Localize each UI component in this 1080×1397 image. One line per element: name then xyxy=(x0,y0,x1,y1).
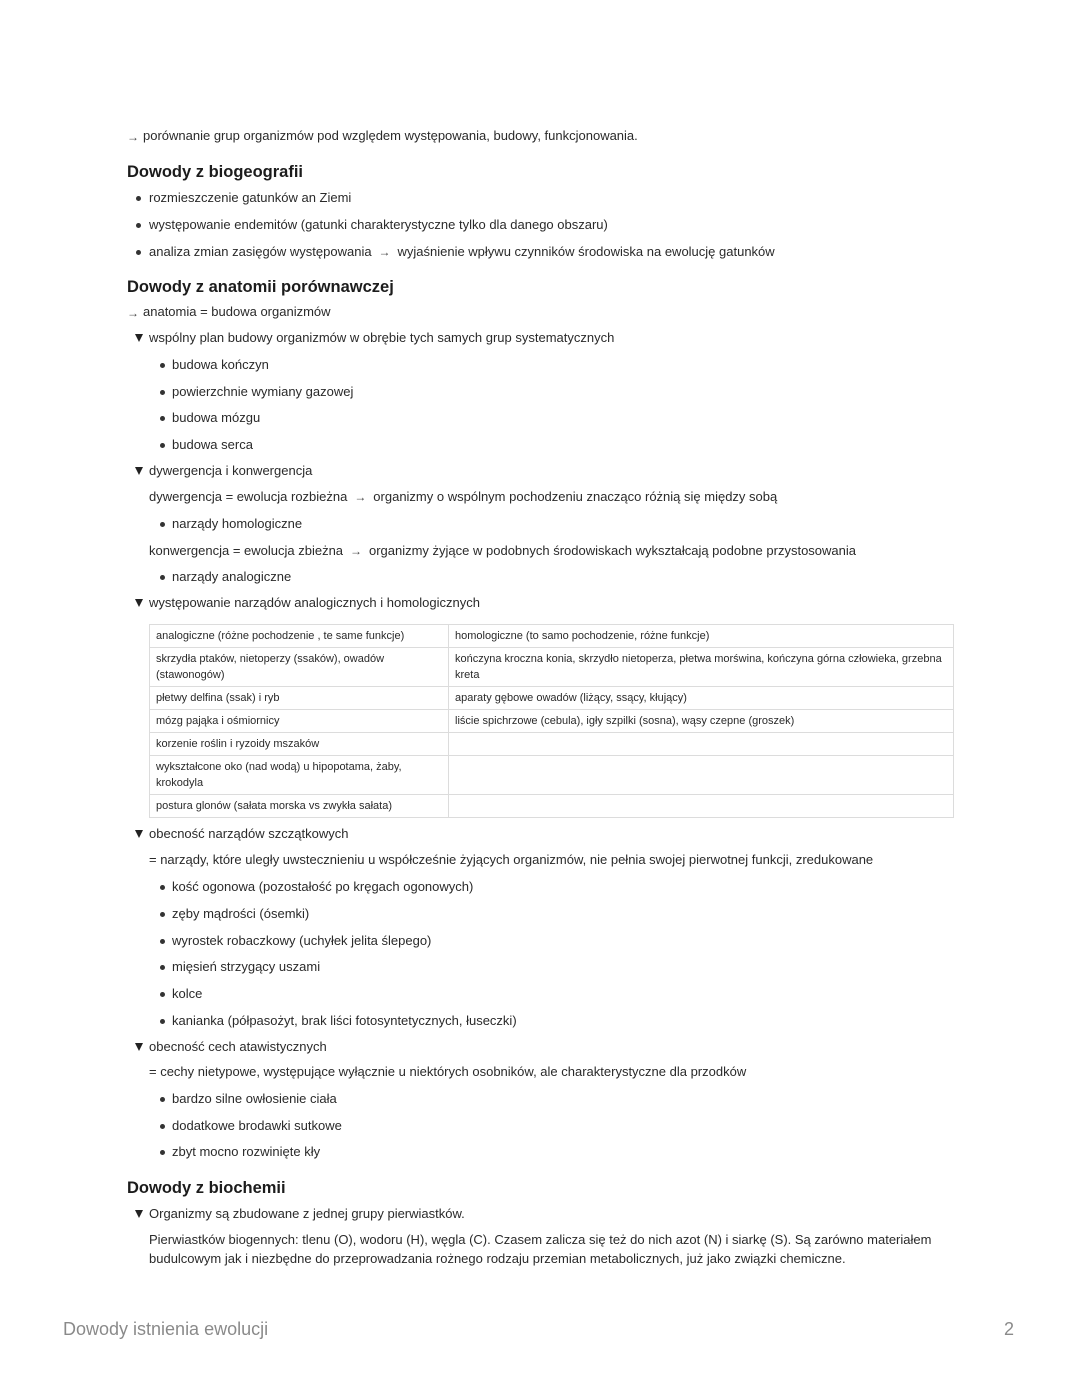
arrow-icon: → xyxy=(127,306,139,320)
toggle-triangle-icon[interactable] xyxy=(135,1210,143,1218)
list-item: budowa serca xyxy=(172,437,253,452)
toggle-divergence[interactable]: dywergencja i konwergencja xyxy=(149,463,313,478)
bullet-icon xyxy=(160,363,165,368)
heading-biochemistry: Dowody z biochemii xyxy=(127,1179,286,1197)
table-row xyxy=(150,687,954,710)
arrow-icon: → xyxy=(375,245,394,259)
toggle-vestigial[interactable]: obecność narządów szczątkowych xyxy=(149,826,349,841)
list-item: bardzo silne owłosienie ciała xyxy=(172,1091,337,1106)
bullet-icon xyxy=(160,1019,165,1024)
bullet-icon xyxy=(160,912,165,917)
table-cell: wykształcone oko (nad wodą) u hipopotama, żaby, krokodyla xyxy=(150,756,449,795)
list-item: rozmieszczenie gatunków an Ziemi xyxy=(149,190,352,205)
organs-table xyxy=(149,624,954,818)
list-item: zęby mądrości (ósemki) xyxy=(172,906,310,921)
divergence-explanation: organizmy o wspólnym pochodzeniu znacząco różnią się między sobą xyxy=(373,489,778,504)
bullet-icon xyxy=(160,939,165,944)
table-cell: aparaty gębowe owadów (liżący, ssący, kłujący) xyxy=(449,687,954,710)
list-item: dodatkowe brodawki sutkowe xyxy=(172,1118,342,1133)
bullet-icon xyxy=(160,1150,165,1155)
footer-title: Dowody istnienia ewolucji xyxy=(63,1319,269,1339)
heading-anatomy: Dowody z anatomii porównawczej xyxy=(127,278,394,296)
list-item: budowa kończyn xyxy=(172,357,269,372)
toggle-common-plan[interactable]: wspólny plan budowy organizmów w obrębie tych samych grup systematycznych xyxy=(149,330,615,345)
table-row xyxy=(150,710,954,733)
list-item: budowa mózgu xyxy=(172,410,261,425)
table-cell xyxy=(449,756,954,795)
list-item: kanianka (półpasożyt, brak liści fotosyntetycznych, łuseczki) xyxy=(172,1013,517,1028)
arrow-icon: → xyxy=(351,490,370,504)
table-cell: kończyna kroczna konia, skrzydło nietoperza, płetwa morświna, kończyna górna człowieka, grzebna kreta xyxy=(449,648,954,687)
arrow-icon: → xyxy=(346,544,366,558)
bullet-icon xyxy=(160,885,165,890)
table-cell: korzenie roślin i ryzoidy mszaków xyxy=(150,733,449,756)
table-row xyxy=(150,756,954,795)
bullet-icon xyxy=(160,390,165,395)
page-number: 2 xyxy=(1004,1319,1015,1339)
table-cell: płetwy delfina (ssak) i ryb xyxy=(150,687,449,710)
bullet-icon xyxy=(136,250,141,255)
toggle-triangle-icon[interactable] xyxy=(135,467,143,475)
table-row xyxy=(150,648,954,687)
anatomy-definition: anatomia = budowa organizmów xyxy=(143,304,331,319)
list-item: kolce xyxy=(172,986,203,1001)
bullet-icon xyxy=(160,1124,165,1129)
toggle-atavistic[interactable]: obecność cech atawistycznych xyxy=(149,1039,327,1054)
toggle-triangle-icon[interactable] xyxy=(135,830,143,838)
table-header-cell: homologiczne (to samo pochodzenie, różne funkcje) xyxy=(449,625,954,648)
table-header-cell: analogiczne (różne pochodzenie , te same funkcje) xyxy=(150,625,449,648)
heading-biogeography: Dowody z biogeografii xyxy=(127,163,303,181)
biochem-paragraph-line: Pierwiastków biogennych: tlenu (O), wodoru (H), węgla (C). Czasem zalicza się też do nich azot (N) i siarkę (S). Są zarówno materiałem xyxy=(149,1232,932,1247)
table-row xyxy=(150,795,954,818)
list-item-post: wyjaśnienie wpływu czynników środowiska na ewolucję gatunków xyxy=(397,244,775,259)
table-cell: skrzydła ptaków, nietoperzy (ssaków), owadów (stawonogów) xyxy=(150,648,449,687)
table-cell: mózg pająka i ośmiornicy xyxy=(150,710,449,733)
list-item: wyrostek robaczkowy (uchyłek jelita ślepego) xyxy=(172,933,432,948)
atavistic-definition: = cechy nietypowe, występujące wyłącznie u niektórych osobników, ale charakterystyczne dla przodków xyxy=(149,1064,747,1079)
toggle-triangle-icon[interactable] xyxy=(135,334,143,342)
bullet-icon xyxy=(160,965,165,970)
bullet-icon xyxy=(160,443,165,448)
convergence-explanation: organizmy żyjące w podobnych środowiskach wykształcają podobne przystosowania xyxy=(368,543,856,558)
divergence-definition xyxy=(149,489,777,505)
toggle-organs[interactable]: występowanie narządów analogicznych i homologicznych xyxy=(149,595,480,610)
arrow-icon: → xyxy=(127,130,139,144)
table-cell xyxy=(449,733,954,756)
toggle-elements[interactable]: Organizmy są zbudowane z jednej grupy pierwiastków. xyxy=(149,1206,465,1221)
biochem-paragraph-line: budulcowym jak i niezbędne do przeprowadzania rożnego rodzaju przemian metabolicznych, już jako związki chemiczne. xyxy=(149,1251,846,1266)
bullet-icon xyxy=(136,196,141,201)
bullet-icon xyxy=(160,575,165,580)
table-row xyxy=(150,733,954,756)
list-item-pre: analiza zmian zasięgów występowania xyxy=(149,244,372,259)
bullet-icon xyxy=(136,223,141,228)
bullet-icon xyxy=(160,522,165,527)
toggle-triangle-icon[interactable] xyxy=(135,599,143,607)
bullet-icon xyxy=(160,1097,165,1102)
list-item xyxy=(149,244,775,260)
list-item: mięsień strzygący uszami xyxy=(172,959,321,974)
list-item: narządy analogiczne xyxy=(172,569,292,584)
bullet-icon xyxy=(160,416,165,421)
list-item: narządy homologiczne xyxy=(172,516,303,531)
bullet-icon xyxy=(160,992,165,997)
divergence-term: dywergencja = ewolucja rozbieżna xyxy=(149,489,348,504)
list-item: powierzchnie wymiany gazowej xyxy=(172,384,354,399)
toggle-triangle-icon[interactable] xyxy=(135,1043,143,1051)
vestigial-definition: = narządy, które uległy uwstecznieniu u współcześnie żyjących organizmów, nie pełnia swojej pierwotnej funkcji, zredukowane xyxy=(149,852,874,867)
table-cell xyxy=(449,795,954,818)
list-item: występowanie endemitów (gatunki charakterystyczne tylko dla danego obszaru) xyxy=(149,217,608,232)
table-cell: postura glonów (sałata morska vs zwykła sałata) xyxy=(150,795,449,818)
list-item: zbyt mocno rozwinięte kły xyxy=(172,1144,321,1159)
intro-text: porównanie grup organizmów pod względem występowania, budowy, funkcjonowania. xyxy=(143,128,638,143)
list-item: kość ogonowa (pozostałość po kręgach ogonowych) xyxy=(172,879,474,894)
table-header-row xyxy=(150,625,954,648)
convergence-term: konwergencja = ewolucja zbieżna xyxy=(149,543,344,558)
table-cell: liście spichrzowe (cebula), igły szpilki (sosna), wąsy czepne (groszek) xyxy=(449,710,954,733)
convergence-definition xyxy=(149,543,856,559)
